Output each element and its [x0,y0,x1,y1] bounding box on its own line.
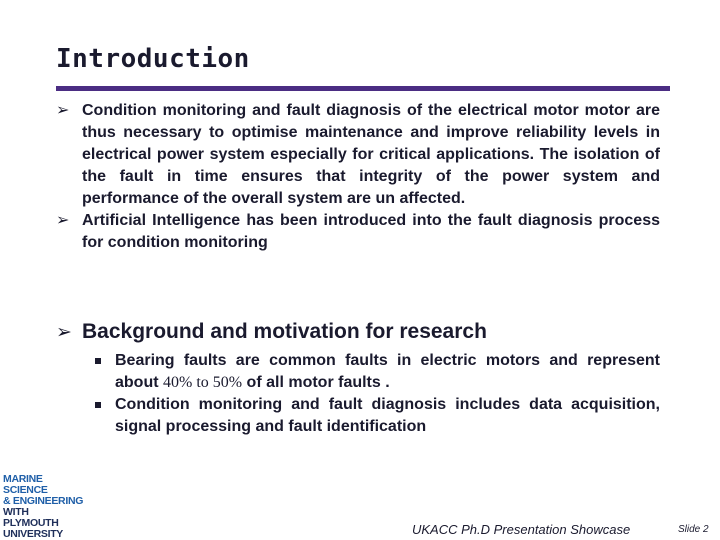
bullet-item [56,210,660,254]
intro-bullets [56,100,660,254]
arrow-bullet-icon: ➢ [56,322,72,343]
logo-line: WITH [3,506,29,518]
square-bullet-icon [95,402,101,408]
sub-bullet-text: of all motor faults . [242,374,390,391]
logo-line: & ENGINEERING [3,495,84,507]
section-heading: Background and motivation for research [82,320,487,343]
sub-bullet-text: Condition monitoring and fault diagnosis includes data acquisition, signal processing and fault identification [115,396,660,435]
footer-event-name: UKACC Ph.D Presentation Showcase [412,522,631,537]
logo-line: PLYMOUTH [3,517,59,529]
bullet-text: Condition monitoring and fault diagnosis of the electrical motor motor are thus necessary to optimise maintenance and improve reliability levels in electrical power system especially for critical applications. The isolation of the fault in time ensures that integrity of the power system and performance of the overall system are un affected. [82,102,660,207]
logo-line: MARINE [3,473,43,485]
sub-bullet-item [92,394,660,438]
logo-line: SCIENCE [3,484,48,496]
square-bullet-icon [95,358,101,364]
slide-title: Introduction [56,44,250,74]
arrow-bullet-icon: ➢ [56,212,70,229]
sub-bullets [92,350,660,438]
sub-bullet-text: Bearing faults are common faults in electric motors and represent about [115,352,660,391]
bullet-item [56,318,656,346]
arrow-bullet-icon: ➢ [56,102,70,119]
slide-number: Slide 2 [678,524,709,535]
percentage-range: 40% to 50% [163,374,243,391]
title-underline [56,86,670,91]
logo-line: UNIVERSITY [3,528,64,540]
bullet-text: Artificial Intelligence has been introduced into the fault diagnosis process for condition monitoring [82,212,660,251]
sub-bullet-item [92,350,660,394]
bullet-item [56,100,660,210]
university-logo [3,474,83,540]
section-bullet [56,318,656,346]
